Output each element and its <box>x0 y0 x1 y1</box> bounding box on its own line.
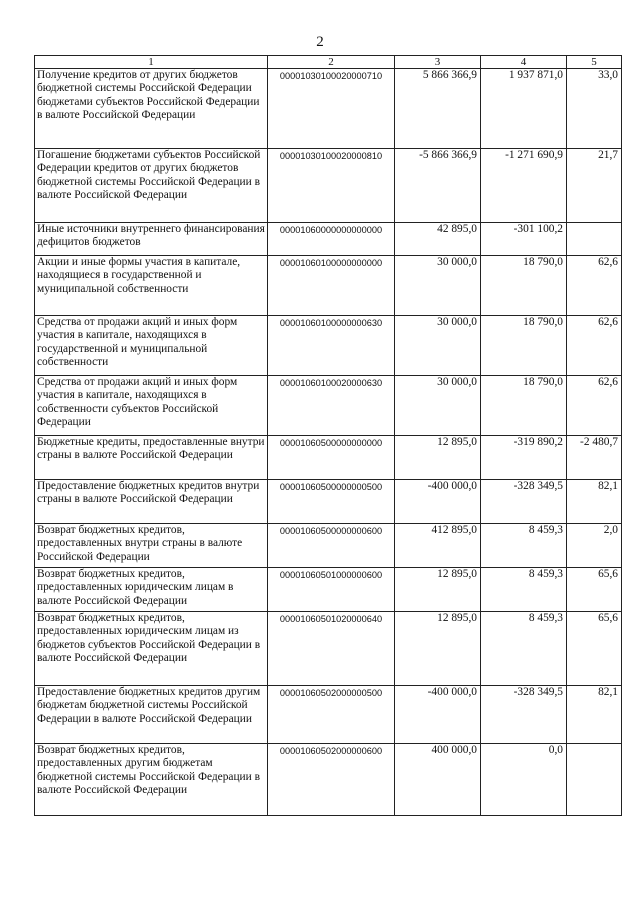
row-value-5: 65,6 <box>567 568 622 612</box>
row-value-5: 21,7 <box>567 149 622 223</box>
row-value-5: 65,6 <box>567 612 622 686</box>
row-value-5: 62,6 <box>567 256 622 316</box>
row-code: 00001060501020000640 <box>268 612 395 686</box>
row-value-5: -2 480,7 <box>567 436 622 480</box>
table-row <box>35 436 622 480</box>
table-row <box>35 744 622 816</box>
table-row <box>35 69 622 149</box>
row-name: Предоставление бюджетных кредитов другим бюджетам бюджетной системы Российской Федерации в валюте Российской Федерации <box>35 686 268 744</box>
row-value-3: 5 866 366,9 <box>395 69 481 149</box>
row-name: Бюджетные кредиты, предоставленные внутри страны в валюте Российской Федерации <box>35 436 268 480</box>
row-code: 00001060501000000600 <box>268 568 395 612</box>
row-value-5 <box>567 744 622 816</box>
table-row <box>35 612 622 686</box>
row-value-4: 8 459,3 <box>481 568 567 612</box>
row-code: 00001060502000000500 <box>268 686 395 744</box>
row-code: 00001060100000000000 <box>268 256 395 316</box>
row-code: 00001060500000000500 <box>268 480 395 524</box>
row-value-4: -328 349,5 <box>481 686 567 744</box>
row-value-3: 42 895,0 <box>395 223 481 256</box>
row-name: Получение кредитов от других бюджетов бюджетной системы Российской Федерации бюджетами субъектов Российской Федерации в валюте Российской Федерации <box>35 69 268 149</box>
row-code: 00001060500000000000 <box>268 436 395 480</box>
row-value-3: 30 000,0 <box>395 256 481 316</box>
column-header: 3 <box>395 56 481 69</box>
row-name: Возврат бюджетных кредитов, предоставленных юридическим лицам в валюте Российской Федерации <box>35 568 268 612</box>
row-value-3: 12 895,0 <box>395 568 481 612</box>
row-name: Погашение бюджетами субъектов Российской Федерации кредитов от других бюджетов бюджетной системы Российской Федерации в валюте Российской Федерации <box>35 149 268 223</box>
table-row <box>35 524 622 568</box>
table-row <box>35 376 622 436</box>
row-value-4: 18 790,0 <box>481 376 567 436</box>
row-value-4: 18 790,0 <box>481 256 567 316</box>
column-header: 1 <box>35 56 268 69</box>
page-number: 2 <box>316 34 324 50</box>
row-name: Иные источники внутреннего финансирования дефицитов бюджетов <box>35 223 268 256</box>
row-value-4: 1 937 871,0 <box>481 69 567 149</box>
column-header: 2 <box>268 56 395 69</box>
row-code: 00001060100020000630 <box>268 376 395 436</box>
row-name: Возврат бюджетных кредитов, предоставленных внутри страны в валюте Российской Федерации <box>35 524 268 568</box>
row-value-3: 12 895,0 <box>395 612 481 686</box>
row-value-4: 8 459,3 <box>481 524 567 568</box>
row-value-5: 82,1 <box>567 480 622 524</box>
table-header-row <box>35 56 622 69</box>
row-value-5: 62,6 <box>567 316 622 376</box>
row-value-4: -301 100,2 <box>481 223 567 256</box>
row-value-5: 82,1 <box>567 686 622 744</box>
row-value-4: 18 790,0 <box>481 316 567 376</box>
row-name: Возврат бюджетных кредитов, предоставленных другим бюджетам бюджетной системы Российской Федерации в валюте Российской Федерации <box>35 744 268 816</box>
row-code: 00001060100000000630 <box>268 316 395 376</box>
row-name: Возврат бюджетных кредитов, предоставленных юридическим лицам из бюджетов субъектов Российской Федерации в валюте Российской Федерации <box>35 612 268 686</box>
row-value-4: 0,0 <box>481 744 567 816</box>
row-value-3: -5 866 366,9 <box>395 149 481 223</box>
row-value-4: -328 349,5 <box>481 480 567 524</box>
row-name: Акции и иные формы участия в капитале, находящиеся в государственной и муниципальной собственности <box>35 256 268 316</box>
row-value-4: -1 271 690,9 <box>481 149 567 223</box>
row-code: 00001060500000000600 <box>268 524 395 568</box>
row-name: Предоставление бюджетных кредитов внутри страны в валюте Российской Федерации <box>35 480 268 524</box>
row-name: Средства от продажи акций и иных форм участия в капитале, находящихся в собственности субъектов Российской Федерации <box>35 376 268 436</box>
table-row <box>35 149 622 223</box>
row-name: Средства от продажи акций и иных форм участия в капитале, находящихся в государственной и муниципальной собственности <box>35 316 268 376</box>
table-row <box>35 686 622 744</box>
row-value-3: 12 895,0 <box>395 436 481 480</box>
row-value-3: 400 000,0 <box>395 744 481 816</box>
row-code: 00001060000000000000 <box>268 223 395 256</box>
row-value-3: 30 000,0 <box>395 316 481 376</box>
row-code: 00001060502000000600 <box>268 744 395 816</box>
row-value-3: 412 895,0 <box>395 524 481 568</box>
column-header: 5 <box>567 56 622 69</box>
table-body <box>35 69 622 816</box>
table-row <box>35 568 622 612</box>
row-value-4: -319 890,2 <box>481 436 567 480</box>
budget-table <box>34 55 622 816</box>
row-value-5: 2,0 <box>567 524 622 568</box>
row-value-5: 62,6 <box>567 376 622 436</box>
row-value-3: -400 000,0 <box>395 686 481 744</box>
row-code: 00001030100020000810 <box>268 149 395 223</box>
row-code: 00001030100020000710 <box>268 69 395 149</box>
row-value-4: 8 459,3 <box>481 612 567 686</box>
column-header: 4 <box>481 56 567 69</box>
table-row <box>35 256 622 316</box>
table-row <box>35 316 622 376</box>
row-value-5: 33,0 <box>567 69 622 149</box>
row-value-5 <box>567 223 622 256</box>
row-value-3: -400 000,0 <box>395 480 481 524</box>
table-row <box>35 223 622 256</box>
table-row <box>35 480 622 524</box>
row-value-3: 30 000,0 <box>395 376 481 436</box>
